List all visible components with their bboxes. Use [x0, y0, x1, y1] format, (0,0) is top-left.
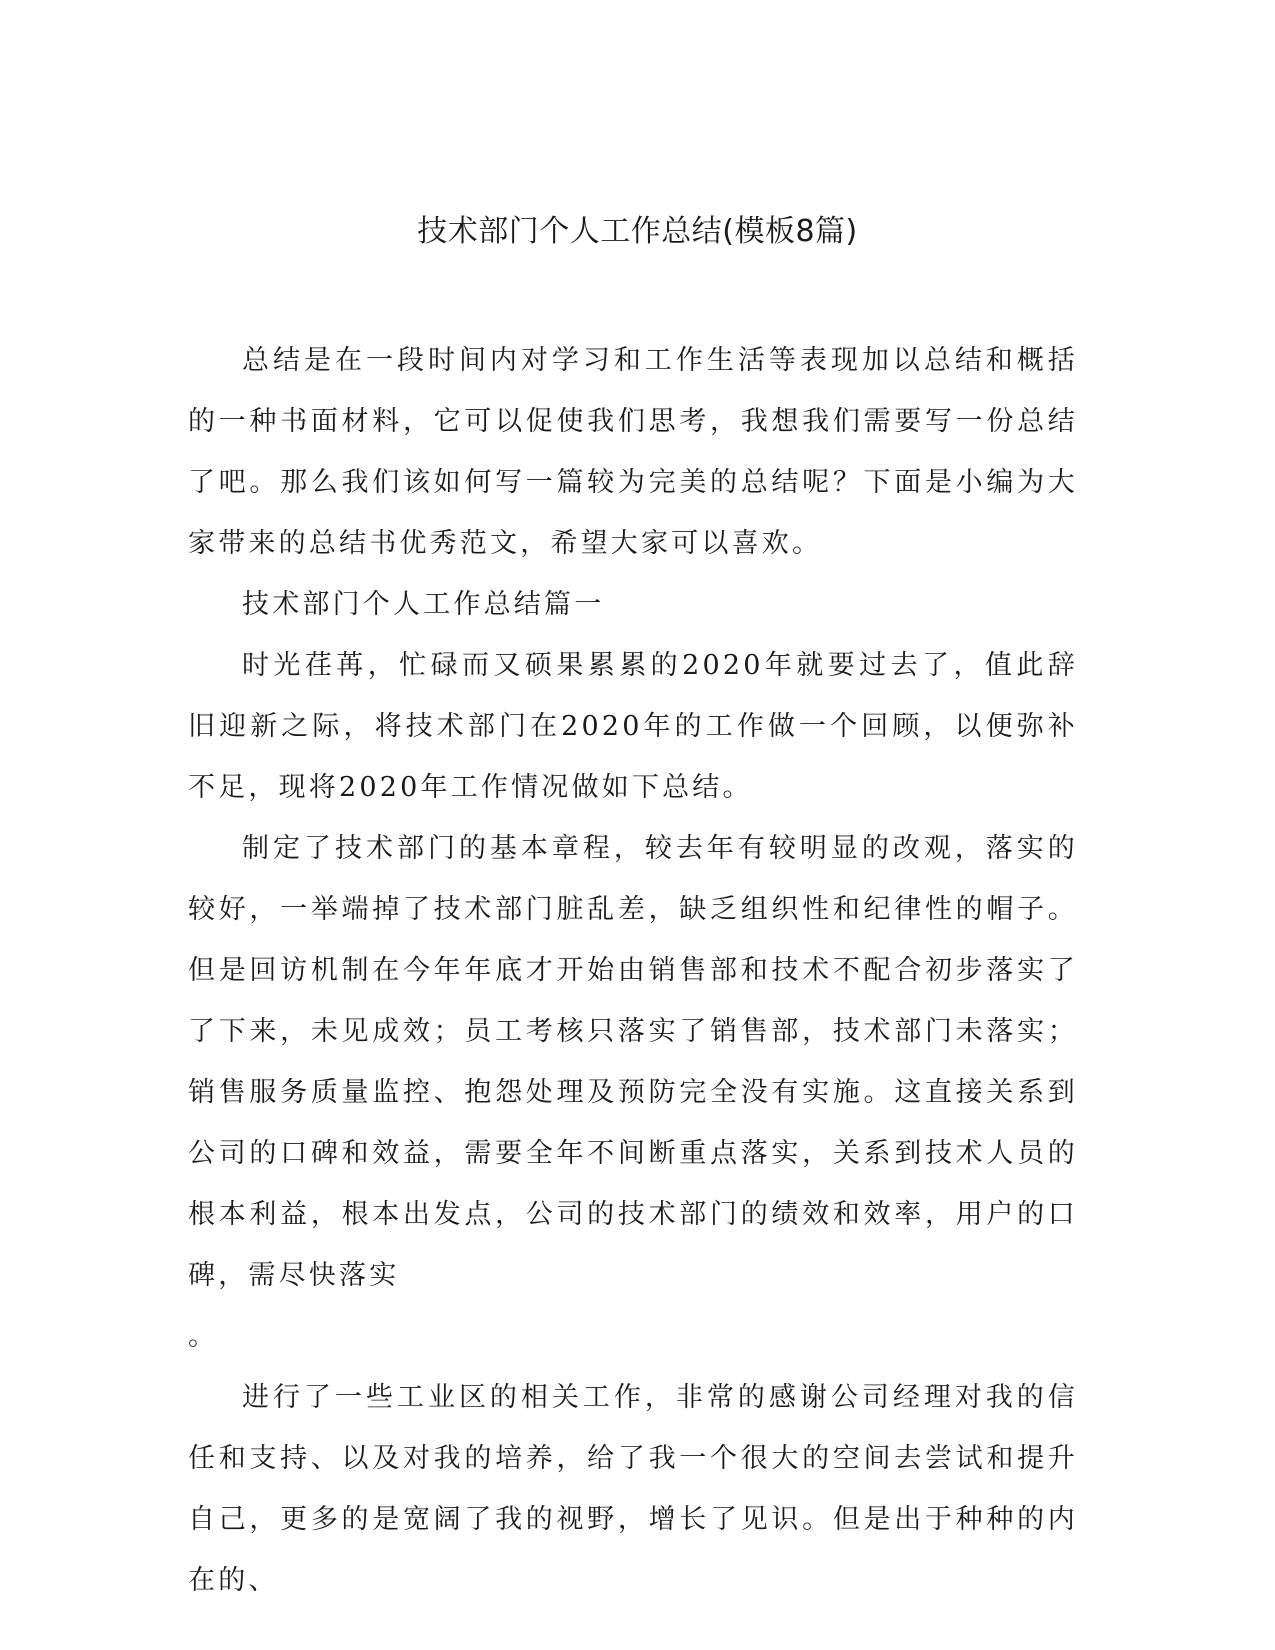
paragraph-industrial-zone: 进行了一些工业区的相关工作，非常的感谢公司经理对我的信任和支持、以及对我的培养，给了我一个很大的空间去尝试和提升自己，更多的是宽阔了我的视野，增长了见识。但是出于种种的内在的、	[188, 1382, 1078, 1596]
document-body	[188, 330, 1078, 1611]
intro-paragraph: 总结是在一段时间内对学习和工作生活等表现加以总结和概括的一种书面材料，它可以促使我们思考，我想我们需要写一份总结了吧。那么我们该如何写一篇较为完美的总结呢？下面是小编为大家带来的总结书优秀范文，希望大家可以喜欢。	[188, 345, 1078, 559]
paragraph-review: 时光荏苒，忙碌而又硕果累累的2020年就要过去了，值此辞旧迎新之际，将技术部门在2020年的工作做一个回顾，以便弥补不足，现将2020年工作情况做如下总结。	[188, 650, 1078, 803]
paragraph-regulations-end: 。	[188, 1321, 215, 1352]
paragraph-regulations: 制定了技术部门的基本章程，较去年有较明显的改观，落实的较好，一举端掉了技术部门脏乱差，缺乏组织性和纪律性的帽子。但是回访机制在今年年底才开始由销售部和技术不配合初步落实了了下来，未见成效；员工考核只落实了销售部，技术部门未落实；销售服务质量监控、抱怨处理及预防完全没有实施。这直接关系到公司的口碑和效益，需要全年不间断重点落实，关系到技术人员的根本利益，根本出发点，公司的技术部门的绩效和效率，用户的口碑，需尽快落实	[188, 833, 1078, 1291]
section-heading: 技术部门个人工作总结篇一	[242, 589, 605, 620]
document-title: 技术部门个人工作总结(模板8篇)	[417, 214, 858, 249]
